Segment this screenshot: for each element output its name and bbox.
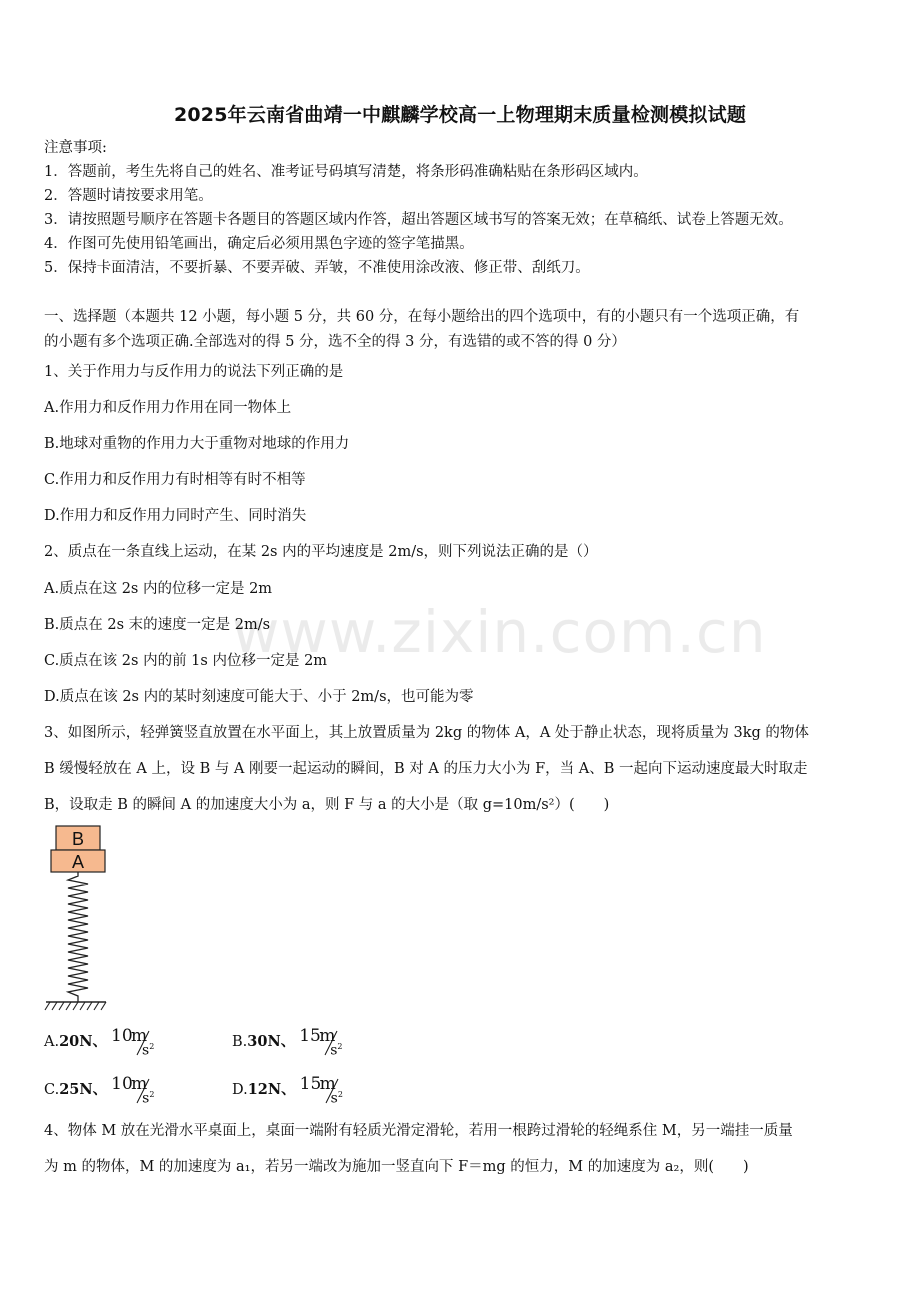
q3-line-2: B 缓慢轻放在 A 上，设 B 与 A 刚要一起运动的瞬间，B 对 A 的压力大小为 F，当 A、B 一起向下运动速度最大时取走 [44,761,808,777]
q3-option-b [232,1024,343,1060]
unit-m: m [319,1026,336,1046]
q4-line-1: 4、物体 M 放在光滑水平桌面上，桌面一端附有轻质光滑定滑轮，若用一根跨过滑轮的轻绳系住 M，另一端挂一质量 [44,1123,793,1139]
spring [68,872,88,1002]
q3-option-c-label: C. [44,1082,60,1098]
q3-option-a [44,1024,155,1060]
q3-option-d-num: 15 [299,1074,322,1094]
q3-option-d [232,1072,344,1108]
q3-option-b-acceleration [299,1024,343,1060]
q1-stem: 1、关于作用力与反作用力的说法下列正确的是 [44,364,344,380]
notice-item-4: 4．作图可先使用铅笔画出，确定后必须用黑色字迹的签字笔描黑。 [44,236,474,252]
q4-line-2: 为 m 的物体，M 的加速度为 a₁，若另一端改为施加一竖直向下 F＝mg 的恒力，M 的加速度为 a₂，则( ) [44,1159,749,1175]
q1-option-a: A.作用力和反作用力作用在同一物体上 [44,400,292,416]
q3-option-d-force: 12N、 [247,1081,296,1098]
ground-hatch [45,1002,106,1010]
unit-m: m [131,1026,148,1046]
unit-s: $s^2$ [142,1090,155,1107]
section-instructions-line-2: 的小题有多个选项正确.全部选对的得 5 分，选不全的得 3 分，有选错的或不答的得 0 分） [44,334,626,350]
q3-option-c-acceleration [111,1072,155,1108]
unit-m: m [319,1074,336,1094]
watermark: www.zixin.com.cn [232,598,767,666]
q3-option-c-force: 25N、 [59,1081,108,1098]
q3-line-1: 3、如图所示，轻弹簧竖直放置在水平面上，其上放置质量为 2kg 的物体 A，A 处于静止状态，现将质量为 3kg 的物体 [44,725,809,741]
q1-option-c: C.作用力和反作用力有时相等有时不相等 [44,472,306,488]
q2-option-d: D.质点在该 2s 内的某时刻速度可能大于、小于 2m/s，也可能为零 [44,689,474,705]
q3-option-a-acceleration [111,1024,155,1060]
notice-item-2: 2．答题时请按要求用笔。 [44,188,213,204]
q1-option-d: D.作用力和反作用力同时产生、同时消失 [44,508,307,524]
unit-s: $s^2$ [330,1090,343,1107]
q3-option-a-label: A. [44,1034,60,1050]
page-title: 2025年云南省曲靖一中麒麟学校高一上物理期末质量检测模拟试题 [173,104,747,126]
notice-item-1: 1．答题前，考生先将自己的姓名、准考证号码填写清楚，将条形码准确粘贴在条形码区域内。 [44,164,648,180]
notice-heading: 注意事项: [44,140,107,156]
unit-s: $s^2$ [330,1042,343,1059]
q2-option-a: A.质点在这 2s 内的位移一定是 2m [44,581,273,597]
q3-option-b-num: 15 [299,1026,321,1046]
unit-s: $s^2$ [142,1042,155,1059]
q2-stem: 2、质点在一条直线上运动，在某 2s 内的平均速度是 2m/s，则下列说法正确的是（） [44,544,598,560]
spring-block-figure [40,822,120,1017]
q3-line-3: B，设取走 B 的瞬间 A 的加速度大小为 a，则 F 与 a 的大小是（取 g=10m/s²）( ) [44,797,610,813]
block-a-label: A [71,852,85,872]
q3-option-a-force: 20N、 [59,1033,108,1050]
q1-option-b: B.地球对重物的作用力大于重物对地球的作用力 [44,436,350,452]
notice-item-3: 3．请按照题号顺序在答题卡各题目的答题区域内作答，超出答题区域书写的答案无效；在草稿纸、试卷上答题无效。 [44,212,793,228]
section-instructions-line-1: 一、选择题（本题共 12 小题，每小题 5 分，共 60 分，在每小题给出的四个选项中，有的小题只有一个选项正确，有 [44,309,800,325]
q3-option-c-num: 10 [111,1074,133,1094]
notice-item-5: 5．保持卡面清洁，不要折暴、不要弄破、弄皱，不准使用涂改液、修正带、刮纸刀。 [44,260,590,276]
q3-option-d-acceleration [300,1072,344,1108]
q2-option-b: B.质点在 2s 末的速度一定是 2m/s [44,617,271,633]
q2-option-c: C.质点在该 2s 内的前 1s 内位移一定是 2m [44,653,328,669]
q3-option-b-force: 30N、 [247,1033,296,1050]
q3-option-b-label: B. [232,1034,248,1050]
q3-option-a-num: 10 [111,1026,133,1046]
unit-m: m [131,1074,148,1094]
q3-option-d-label: D. [232,1082,248,1098]
block-b-label: B [71,829,85,849]
q3-option-c [44,1072,155,1108]
